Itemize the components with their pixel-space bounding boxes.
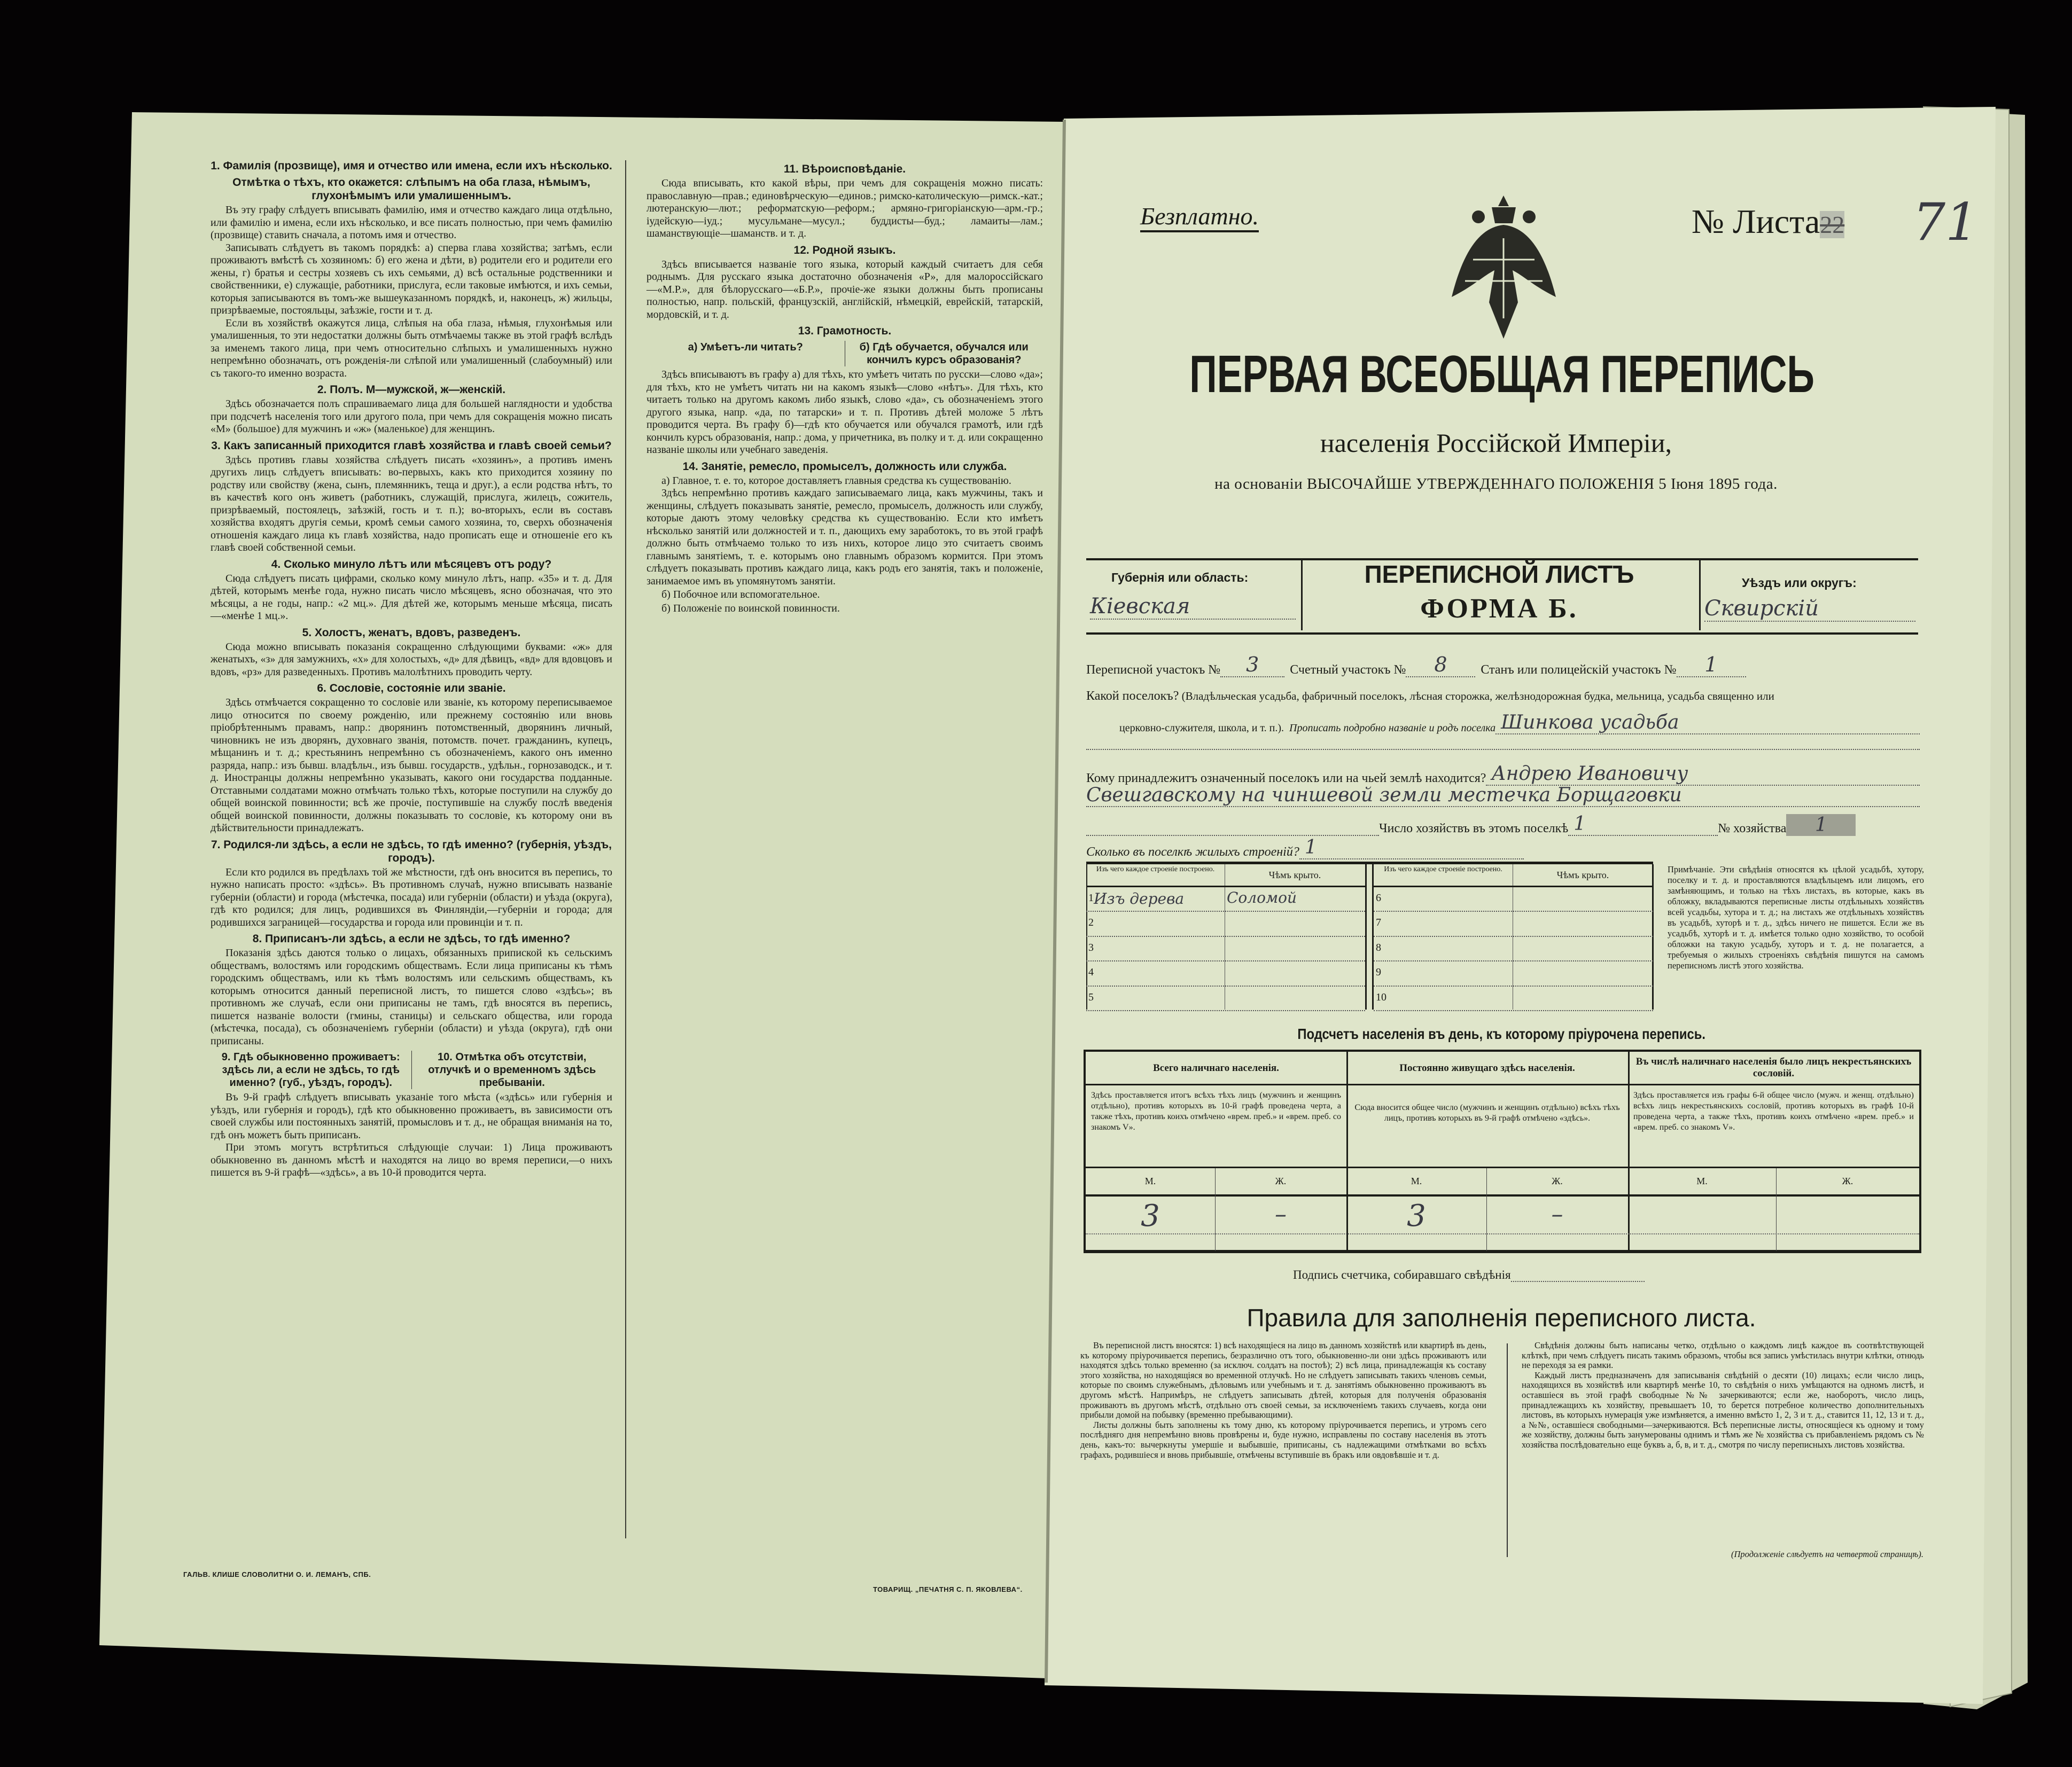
household-number-label: № хозяйства: [1718, 822, 1787, 835]
section-heading: 5. Холостъ, женатъ, вдовъ, разведенъ.: [302, 626, 521, 639]
settlement-field[interactable]: Шинкова усадьба: [1495, 712, 1920, 734]
count-column-header: Въ числѣ наличнаго населенія было лицъ некрестьянскихъ сословій.: [1635, 1056, 1912, 1079]
male-label: М.: [1696, 1176, 1708, 1186]
instruction-paragraph: Здѣсь вписываютъ въ графу а) для тѣхъ, кто умѣетъ читать по русски—слово «да»; для тѣхъ, кто не умѣетъ читать ни на какомъ языкѣ—слово «нѣтъ». Для тѣхъ, кто читаетъ только на другомъ какомъ либо языкѣ, слово «да», съ обозначеніемъ этого другого языка, напр. «да, по татарски» и т. п. Противъ дѣтей моложе 5 лѣтъ проводится черта. Въ графу б)—гдѣ кто обучается или обучался грамотѣ, или гдѣ кончилъ курсъ образованія, напр.: дома, у причетника, въ полку и т. д. или сокращенно названіе школы или учебнаго заведенія.: [646, 369, 1043, 456]
instruction-paragraph: Сюда вписывать, кто какой вѣры, при чемъ для сокращенія можно писать: православную—прав.; единовѣрческую—единов.; римско-католическую—римск.-кат.; лютеранскую—лют.; реформатскую—реформ.; армяно-григоріанскую—арм.-гр.; іудейскую—іуд.; мусульмане—мусул.; буддисты—буд.; ламаиты—лам.; шаманствующіе—шаманств. и т. д.: [646, 177, 1043, 239]
row-dotted-rule: [1086, 936, 1365, 937]
subsection-heading: б) Положеніе по воинской повинности.: [661, 602, 840, 614]
row-dotted-rule: [1086, 986, 1365, 987]
table-double-rule: [1365, 864, 1367, 1010]
count-column-header: Всего наличнаго населенія.: [1153, 1062, 1279, 1074]
instruction-paragraph: Здѣсь обозначается полъ спрашиваемаго лица для большей наглядности и удобства при подсчетѣ населенія того или другого пола, при чемъ для сокращенія можно писать «М» (большое) для мужчинъ и «ж» (маленькое) для женщинъ.: [211, 398, 612, 435]
count-district-label: Счетный участокъ №: [1290, 663, 1406, 677]
table-rule: [1086, 1167, 1919, 1168]
population-count-table: [1084, 1050, 1921, 1253]
continuation-note: (Продолженіе слѣдуетъ на четвертой страницѣ).: [1731, 1549, 1923, 1559]
instruction-paragraph: Въ эту графу слѣдуетъ вписывать фамилію, имя и отчество каждаго лица отдѣльно, или фамилію и имена, если ихъ нѣсколько, и все писать полностью, при чемъ фамилію (прозвище) ставить сначала, а потомъ имя и отчество.: [211, 204, 612, 241]
male-count-field[interactable]: 3: [1141, 1199, 1160, 1233]
owner-field-line-1[interactable]: Андрею Ивановичу: [1486, 763, 1920, 786]
instruction-paragraph: Если въ хозяйствѣ окажутся лица, слѣпыя на оба глаза, нѣмыя, глухонѣмыя или умалишенныя, то эти недостатки должны быть отмѣчаемы также въ этой графѣ вслѣдъ за именемъ такого лица, при чемъ относительно слѣпыхъ и умалишенныхъ нужно непремѣнно обозначать, отъ рожденія-ли слѣпой или умалишенный (слабоумный) или съ такого-то именно возраста.: [211, 317, 612, 379]
households-label: Число хозяйствъ въ этомъ поселкѣ: [1379, 822, 1569, 835]
subtitle: населенія Россійской Имперіи,: [1320, 428, 1672, 458]
count-district-field[interactable]: 8: [1406, 653, 1475, 677]
sheet-title: ПЕРЕПИСНОЙ ЛИСТЪ: [1364, 560, 1634, 588]
households-field[interactable]: 1: [1568, 813, 1718, 836]
owner-row: [1086, 763, 1920, 786]
building-row-number: 8: [1376, 941, 1381, 953]
male-label: М.: [1411, 1176, 1422, 1186]
count-column-description: Сюда вносится общее число (мужчинъ и женщинъ отдѣльно) всѣхъ тѣхъ лицъ, противъ которыхъ въ 9-й графѣ отмѣчено «здѣсь».: [1354, 1103, 1620, 1123]
building-row-number: 7: [1376, 917, 1381, 929]
rules-paragraph: Въ переписной листъ вносятся: 1) всѣ находящіеся на лицо въ данномъ хозяйствѣ или квартирѣ въ день, къ которому пріурочивается перепись, безразлично отъ того, обыкновенно-ли они здѣсь проживаютъ или находятся здѣсь только временно (за исключ. солдатъ на постоѣ); 2) всѣ лица, принадлежащія къ составу этого хозяйства, но находящіяся во временной отлучкѣ. Но не слѣдуетъ записывать такихъ членовъ семьи, которые по своимъ служебнымъ, дѣловымъ или учебнымъ и т. д. занятіямъ обыкновенно проживаютъ въ другомъ мѣстѣ. Напримѣръ, не слѣдуетъ записывать дѣтей, которыя для полученія образованія проживаютъ въ другомъ мѣстѣ, отдѣльно отъ своей семьи, за исключеніемъ такихъ случаевъ, когда они прибыли домой на побывку (временно пребывающими).: [1080, 1340, 1486, 1420]
female-count-field[interactable]: –: [1551, 1201, 1563, 1228]
count-title-wrap: [1074, 1026, 1929, 1043]
buildings-field[interactable]: 1: [1299, 836, 1524, 859]
count-column-description: Здѣсь проставляется изъ графы 6-й общее число (мужч. и женщ. отдѣльно) всѣхъ лицъ некрестьянскихъ сословій, противъ которыхъ въ графѣ 10-й проведена черта, а также тѣхъ, противъ коихъ отмѣчено «врем. преб.» и «врем. преб. со знакомъ V».: [1633, 1091, 1914, 1132]
households-row: [1086, 813, 1920, 836]
signature-field[interactable]: [1511, 1281, 1645, 1282]
instruction-paragraph: При этомъ могутъ встрѣтиться слѣдующіе случаи: 1) Лица проживаютъ обыкновенно въ данномъ мѣстѣ и находятся на лицо во время переписи,—о нихъ пишется въ 9-й графѣ—«здѣсь», а въ 10-й проводится черта.: [211, 1141, 612, 1178]
buildings-row: [1086, 836, 1524, 859]
column-header-roof: Чѣмъ крыто.: [1556, 870, 1609, 880]
female-label: Ж.: [1275, 1176, 1287, 1186]
row-dotted-rule: [1086, 1233, 1919, 1234]
row-dotted-rule: [1374, 960, 1653, 961]
column-header-roof: Чѣмъ крыто.: [1268, 870, 1321, 880]
building-row-number: 4: [1088, 966, 1094, 979]
signature-row: [1293, 1268, 1645, 1282]
building-row-number: 1: [1088, 892, 1094, 904]
settlement-answer-row: [1119, 712, 1920, 734]
rules-title: Правила для заполненія переписного листа.: [1247, 1304, 1756, 1332]
household-number-field[interactable]: 1: [1786, 814, 1856, 836]
settlement-question-row: [1086, 689, 1920, 703]
printer-credit-left: ГАЛЬВ. КЛИШЕ СЛОВОЛИТНИ О. И. ЛЕМАНЪ, СПБ.: [183, 1570, 371, 1578]
stan-label: Станъ или полицейскій участокъ №: [1481, 663, 1677, 677]
rules-paragraph: Каждый листъ предназначенъ для записыванія свѣдѣній о десяти (10) лицахъ; если число лицъ, находящихся въ хозяйствѣ или квартирѣ менѣе 10, то свѣдѣнія о нихъ умѣщаются на одномъ листѣ, и оставшіеся въ этой графѣ свободные №№ зачеркиваются; если же, наоборотъ, число лицъ, принадлежащихъ къ хозяйству, превышаетъ 10, то берется потребное количество дополнительныхъ листовъ, въ которыхъ нумерація уже измѣняется, а именно вмѣсто 1, 2, 3 и т. д., ставится 11, 12, 13 и т. д., а №№, оставшіеся свободными—зачеркиваются. Всѣ переписные листы, относящіеся къ одному и тому же хозяйству, должны быть занумерованы однимъ и тѣмъ же № хозяйства съ прибавленіемъ рядомъ съ № хозяйства послѣдовательно еще буквъ а, б, в, и т. д., смотря по числу переписныхъ листовъ хозяйства.: [1522, 1370, 1924, 1450]
instruction-paragraph: Если кто родился въ предѣлахъ той же мѣстности, гдѣ онъ вносится въ перепись, то нужно написать просто: «здѣсь». Въ противномъ случаѣ, нужно вписывать названіе губерніи (области) и города (мѣстечка, посада) или губерніи (области) и уѣзда (округа), гдѣ кто родился; для лицъ, родившихся въ Финляндіи,—губерніи и города; для родившихся заграницей—государства и города или провинціи и т. п.: [211, 866, 612, 928]
gubernia-label: Губернія или область:: [1111, 570, 1249, 584]
building-row-number: 2: [1088, 917, 1094, 929]
row-dotted-rule: [1374, 936, 1653, 937]
table-rule: [1628, 1052, 1630, 1251]
sheet-number-label: № Листа: [1692, 202, 1820, 240]
section-heading: 1. Фамилія (прозвище), имя и отчество или имена, если ихъ нѣсколько.: [211, 160, 612, 172]
decree-line: на основаніи ВЫСОЧАЙШЕ УТВЕРЖДЕННАГО ПОЛОЖЕНІЯ 5 Іюня 1895 года.: [1214, 475, 1778, 492]
table-rule: [1374, 886, 1653, 887]
count-column-description: Здѣсь проставляется итогъ всѣхъ тѣхъ лицъ (мужчинъ и женщинъ отдѣльно), противъ которыхъ въ 10-й графѣ проведена черта, а также тѣхъ, противъ коихъ отмѣчено «врем. преб.» и «врем. преб. со знакомъ V».: [1091, 1091, 1342, 1132]
blank-line: [1086, 748, 1920, 750]
split-heading: [646, 341, 1043, 366]
sheet-number-printed: 22: [1820, 211, 1845, 238]
instruction-paragraph: Здѣсь противъ главы хозяйства слѣдуетъ писать «хозяинъ», а противъ именъ другихъ лицъ слѣдуетъ вписывать: во-первыхъ, какъ кто приходится хозяину по родству или свойству (жена, сынъ, племянникъ, теща и друг.), а если родства нѣтъ, то въ качествѣ кого онъ живетъ (работникъ, служащій, прислуга, жилецъ, сожитель, призрѣваемый, постоялецъ, заѣзжій, гость и т. п.); во-вторыхъ, если въ составъ хозяйства входятъ другія семьи, кромѣ семьи самого хозяина, то, сверхъ обозначенія отношенія каждаго лица къ главѣ хозяйства, надо прописать еще и отношеніе его къ главѣ своей собственной семьи.: [211, 454, 612, 553]
building-row-number: 9: [1376, 966, 1381, 979]
section-heading: 12. Родной языкъ.: [793, 244, 896, 256]
building-row-number: 6: [1376, 892, 1381, 904]
instructions-column-right: [646, 159, 1043, 616]
section-heading: 4. Сколько минуло лѣтъ или мѣсяцевъ отъ роду?: [271, 558, 552, 570]
building-row-number: 10: [1376, 991, 1386, 1003]
rules-divider: [1507, 1343, 1508, 1557]
split-heading-right: б) Гдѣ обучается, обучался или кончилъ курсъ образованія?: [859, 341, 1029, 366]
section-heading: 8. Приписанъ-ли здѣсь, а если не здѣсь, то гдѣ именно?: [252, 933, 571, 945]
building-roof-field[interactable]: Соломой: [1227, 889, 1297, 906]
instruction-paragraph: а) Главное, т. е. то, которое доставляетъ главныя средства къ существованію.: [661, 474, 1011, 487]
male-label: М.: [1144, 1176, 1156, 1186]
row-dotted-rule: [1374, 911, 1653, 912]
rules-paragraph: Свѣдѣнія должны быть написаны четко, отдѣльно о каждомъ лицѣ каждое въ соотвѣтствующей клѣткѣ, при чемъ слѣдуетъ писать такимъ образомъ, чтобы вся запись умѣстилась внутри клѣтки, отнюдь не переходя за ея рамки.: [1522, 1340, 1924, 1371]
section-heading: 3. Какъ записанный приходится главѣ хозяйства и главѣ своей семьи?: [211, 439, 612, 452]
building-material-field[interactable]: Изъ дерева: [1094, 890, 1185, 908]
instruction-paragraph: Показанія здѣсь даются только о лицахъ, обязанныхъ припиской къ сельскимъ обществамъ, волостямъ или городскимъ обществамъ. Если лица приписаны къ тѣмъ городскимъ обществамъ, или къ тѣмъ волостямъ или сельскимъ обществамъ, къ которымъ относится данный переписной листъ, то пишется слово «здѣсь»; въ противномъ же случаѣ, если они приписаны не тамъ, гдѣ вносятся въ перепись, пишется названіе волости (гмины, станицы) и сельскаго общества, или города (мѣстечка, посада), съ обозначеніемъ губерніи (области) и уѣзда (округа), гдѣ они приписаны.: [211, 947, 612, 1047]
split-heading-left: 9. Гдѣ обыкновенно проживаетъ: здѣсь ли, а если не здѣсь, то гдѣ именно? (губ., уѣздъ, городъ).: [211, 1051, 412, 1089]
sheet-number-handwritten: 71: [1913, 192, 1978, 252]
subsection-heading: б) Побочное или вспомогательное.: [661, 589, 820, 600]
instruction-paragraph: Сюда слѣдуетъ писать цифрами, сколько кому минуло лѣтъ, напр. «35» и т. д. Для дѣтей, которымъ менѣе года, нужно писать число мѣсяцевъ, ясно обозначая, что это мѣсяцы, а не годы, напр.: «2 мц.». Для дѣтей же, которымъ меньше мѣсяца, писать—«менѣе 1 мц.».: [211, 572, 612, 622]
buildings-table: [1086, 862, 1653, 1010]
settlement-question: Какой поселокъ?: [1086, 689, 1179, 703]
instruction-paragraph: Здѣсь вписывается названіе того языка, который каждый считаетъ для себя роднымъ. Для русскаго языка достаточно обозначенія «Р», для малороссійскаго—«М.Р.», для бѣлорусскаго—«Б.Р.», прочіе-же языки должны быть прописаны полностью, напр. польскій, французскій, англійскій, нѣмецкій, еврейскій, татарскій, мордовскій, и т. д.: [646, 258, 1043, 320]
female-count-field[interactable]: –: [1275, 1201, 1287, 1228]
signature-label: Подпись счетчика, собиравшаго свѣдѣнія: [1293, 1268, 1511, 1281]
building-row-number: 3: [1088, 941, 1094, 953]
instruction-paragraph: Здѣсь непремѣнно противъ каждаго записываемаго лица, какъ мужчины, такъ и женщины, слѣдуетъ показывать занятіе, ремесло, промыселъ, должность или службу, которые даютъ этому человѣку средства къ существованію. Если кто имѣетъ нѣсколько занятій или должностей и т. п., дающихъ ему заработокъ, то въ этой графѣ должно быть отмѣчаемо только то изъ нихъ, которое лицо это считаетъ своимъ главнымъ занятіемъ, т. е. которымъ оно главнымъ образомъ кормится. При этомъ слѣдуетъ показывать противъ каждаго лица, какъ родъ его занятія, такъ и положеніе, занимаемое имъ въ упомянутомъ занятіи.: [646, 487, 1043, 587]
settlement-hint-3: Прописать подробно названіе и родъ поселка: [1289, 722, 1496, 734]
table-rule: [1086, 886, 1365, 887]
female-label: Ж.: [1842, 1176, 1853, 1186]
stan-field[interactable]: 1: [1677, 653, 1746, 677]
section-heading: 2. Полъ. М—мужской, ж—женскій.: [317, 384, 506, 396]
split-heading-left: а) Умѣетъ-ли читать?: [646, 341, 845, 366]
free-label: Безплатно.: [1140, 202, 1259, 232]
instruction-paragraph: Записывать слѣдуетъ въ такомъ порядкѣ: а) сперва глава хозяйства; затѣмъ, если проживаютъ вмѣстѣ съ хозяиномъ: б) его жена и дѣти, в) родители его и родители его жены, г) братья и сестры хозяевъ съ ихъ семьями, д) всѣ остальные родственники и свойственники, е) служащіе, работники, прислуга, если таковые имѣются, и ихъ семьи, которыя записываются въ томъ-же вышеуказанномъ порядкѣ, и, наконецъ, ж) жильцы, призрѣваемые, постояльцы, заѣзжіе, гости и т. д.: [211, 241, 612, 316]
split-heading: [211, 1051, 612, 1089]
section-heading: Отмѣтка о тѣхъ, кто окажется: слѣпымъ на оба глаза, нѣмымъ, глухонѣмымъ или умалишеннымъ.: [232, 176, 590, 202]
imperial-eagle-emblem: [1441, 196, 1567, 339]
male-count-field[interactable]: 3: [1407, 1199, 1426, 1233]
table-rule: [1086, 1194, 1919, 1197]
section-heading: 11. Вѣроисповѣданіе.: [783, 163, 906, 175]
buildings-label: Сколько въ поселкѣ жилыхъ строеній?: [1086, 845, 1299, 859]
buildings-note: Примѣчаніе. Эти свѣдѣнія относятся къ цѣлой усадьбѣ, хутору, поселку и т. д. и проставляются владѣльцемъ или лицомъ, его замѣняющимъ, и только на тѣхъ листахъ, въ которые, какъ въ обложку, вкладываются переписные листы отдѣльныхъ хозяйствъ всей усадьбы, хутора и т. д.; на листахъ же отдѣльныхъ хозяйствъ въ усадьбѣ, хуторѣ и т. д., здѣсь ничего не пишется. Если же въ усадьбѣ, хуторѣ и т. д. имѣется только одно хозяйство, то особой обложки на такую усадьбу, хуторъ и т. д. не полагается, а требуемыя о жилыхъ строеніяхъ свѣдѣнія пишутся на самомъ переписномъ листѣ этого хозяйства.: [1668, 864, 1924, 971]
sheet-number-field: [1692, 202, 1844, 241]
row-dotted-rule: [1374, 1010, 1653, 1011]
owner-field-line-2[interactable]: Свешгавскому на чиншевой земли местечка Борщаговки: [1086, 784, 1920, 807]
rules-column-right: [1522, 1341, 1924, 1450]
count-column-header: Постоянно живущаго здѣсь населенія.: [1399, 1062, 1575, 1074]
uyezd-field[interactable]: Сквирскій: [1704, 596, 1915, 622]
column-header-material: Изъ чего каждое строеніе построено.: [1384, 865, 1502, 873]
table-rule: [1086, 1084, 1919, 1085]
section-heading: 13. Грамотность.: [798, 325, 892, 337]
row-dotted-rule: [1086, 911, 1365, 912]
section-heading: 6. Сословіе, состояніе или званіе.: [317, 682, 506, 694]
female-label: Ж.: [1552, 1176, 1563, 1186]
page-title-wrap: [1074, 347, 1918, 401]
instruction-paragraph: Здѣсь отмѣчается сокращенно то сословіе или званіе, къ которому переписываемое лицо относится по своему рожденію, или прежнему состоянію или вновь пріобрѣтеннымъ правамъ, напр.: дворянинъ потомственный, дворянинъ личный, чиновникъ не изъ дворянъ, духовнаго званія, потомств. почет. гражданинъ, купецъ, мѣщанинъ и т. д.; крестьянинъ непремѣнно съ обозначеніемъ, какого онъ именно разряда, напр.: изъ бывш. владѣльч., изъ бывш. государств., удѣльн., горнозаводск., и т. д. Иностранцы должны непремѣнно указывать, какого они государства подданные. Отставными солдатами можно отмѣчать только тѣхъ, которые поступили на службу до общей воинской повинности; всѣ же прочіе, поступившіе на службу послѣ введенія общей воинской повинности, должны показывать то сословіе, къ которому они въ дѣйствительности принадлежатъ.: [211, 697, 612, 834]
section-heading: 7. Родился-ли здѣсь, а если не здѣсь, то гдѣ именно? (губернія, уѣздъ, городъ).: [211, 838, 612, 864]
rules-column-left: [1080, 1341, 1486, 1460]
instruction-paragraph: Въ 9-й графѣ слѣдуетъ вписывать указаніе того мѣста («здѣсь» или губернія и уѣздъ, или губернія и городъ), гдѣ кто обыкновенно проживаетъ, въ зависимости отъ своей службы или постоянныхъ занятій, промысловъ и т. д., не обращая вниманія на то, гдѣ онъ можетъ быть приписанъ.: [211, 1091, 612, 1141]
count-title: Подсчетъ населенія въ день, къ которому пріурочена перепись.: [1297, 1026, 1705, 1042]
building-row-number: 5: [1088, 991, 1094, 1003]
section-heading: 14. Занятіе, ремесло, промыселъ, должность или служба.: [682, 460, 1007, 473]
row-dotted-rule: [1086, 960, 1365, 961]
census-district-field[interactable]: 3: [1220, 653, 1284, 677]
row-dotted-rule: [1374, 986, 1653, 987]
census-district-label: Переписной участокъ №: [1086, 663, 1221, 677]
owner-question: Кому принадлежитъ означенный поселокъ или на чьей землѣ находится?: [1086, 771, 1486, 785]
uyezd-label: Уѣздъ или округъ:: [1742, 576, 1857, 590]
row-dotted-rule: [1086, 1010, 1365, 1011]
instructions-column-left: [211, 156, 612, 1179]
district-row: [1086, 653, 1746, 677]
split-heading-right: 10. Отмѣтка объ отсутствіи, отлучкѣ и о временномъ здѣсь пребываніи.: [428, 1051, 596, 1089]
column-header-material: Изъ чего каждое строеніе построено.: [1096, 865, 1215, 873]
form-name: ФОРМА Б.: [1420, 593, 1578, 624]
printer-credit-right: ТОВАРИЩ. „ПЕЧАТНЯ С. П. ЯКОВЛЕВА“.: [873, 1585, 1023, 1593]
instruction-paragraph: Сюда можно вписывать показанія сокращенно слѣдующими буквами: «ж» для женатыхъ, «з» для замужнихъ, «х» для холостыхъ, «д» для дѣвицъ, «вд» для вдовцовъ и вдовъ, «рз» для разведенныхъ. Противъ малолѣтнихъ проводить черту.: [211, 640, 612, 678]
rules-paragraph: Листы должны быть заполнены къ тому дню, къ которому пріурочивается перепись, и утромъ сего послѣдняго дня непремѣнно вновь провѣрены и, буде нужно, исправлены по составу населенія въ этотъ день, какъ-то: вычеркнуты умершіе и выбывшіе, приписаны, съ надлежащими отмѣтками во всѣхъ графахъ, родившіеся и вновь прибывшіе, отмѣчены вступившіе въ бракъ или овдовѣвшіе и т. д.: [1080, 1419, 1486, 1460]
page-title: ПЕРВАЯ ВСЕОБЩАЯ ПЕРЕПИСЬ: [1189, 345, 1814, 403]
gubernia-field[interactable]: Кіевская: [1090, 594, 1296, 620]
settlement-hint-2: церковно-служителя, школа, и т. п.).: [1119, 722, 1284, 734]
settlement-hint-1: (Владѣльческая усадьба, фабричный поселокъ, лѣсная сторожка, желѣзнодорожная будка, мельница, усадьба священно или: [1181, 690, 1774, 702]
